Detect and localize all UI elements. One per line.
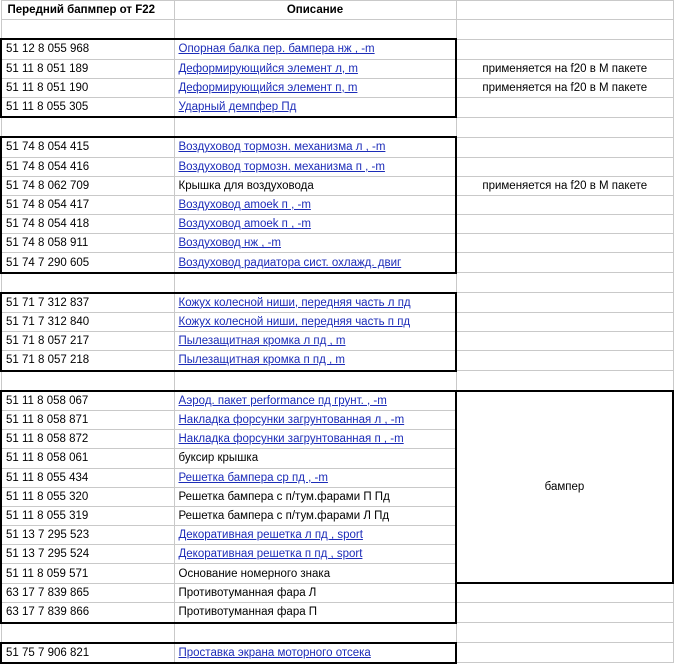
note-cell[interactable] — [456, 97, 673, 117]
empty-cell[interactable] — [174, 20, 456, 40]
description-link[interactable]: Кожух колесной ниши, передняя часть п пд — [174, 313, 456, 332]
part-number-cell[interactable]: 51 74 8 054 417 — [1, 195, 174, 214]
note-cell[interactable] — [456, 351, 673, 371]
part-number-cell[interactable]: 51 11 8 058 061 — [1, 449, 174, 468]
description-cell[interactable]: Основание номерного знака — [174, 564, 456, 583]
part-number-cell[interactable]: 51 11 8 055 434 — [1, 468, 174, 487]
note-cell[interactable] — [456, 643, 673, 663]
table-row — [1, 78, 673, 97]
part-number-cell[interactable]: 51 11 8 051 189 — [1, 59, 174, 78]
description-link[interactable]: Декоративная решетка п пд , sport — [174, 545, 456, 564]
spacer-row — [1, 117, 673, 137]
note-cell[interactable] — [456, 583, 673, 603]
table-row — [1, 351, 673, 371]
description-cell[interactable]: буксир крышка — [174, 449, 456, 468]
table-row — [1, 215, 673, 234]
empty-cell[interactable] — [456, 117, 673, 137]
note-cell[interactable]: применяется на f20 в М пакете — [456, 59, 673, 78]
description-cell[interactable]: Противотуманная фара П — [174, 603, 456, 623]
table-row — [1, 313, 673, 332]
note-cell[interactable] — [456, 39, 673, 59]
table-row — [1, 157, 673, 176]
spacer-row — [1, 623, 673, 643]
spacer-row — [1, 273, 673, 293]
description-cell[interactable]: Решетка бампера с п/тум.фарами П Пд — [174, 487, 456, 506]
note-cell[interactable] — [456, 253, 673, 273]
part-number-cell[interactable]: 51 74 8 062 709 — [1, 176, 174, 195]
empty-cell[interactable] — [456, 371, 673, 391]
part-number-cell[interactable]: 51 75 7 906 821 — [1, 643, 174, 663]
part-number-cell[interactable]: 51 71 8 057 218 — [1, 351, 174, 371]
table-row — [1, 39, 673, 59]
part-number-cell[interactable]: 51 11 8 051 190 — [1, 78, 174, 97]
empty-cell[interactable] — [1, 117, 174, 137]
part-number-cell[interactable]: 51 74 8 054 418 — [1, 215, 174, 234]
description-link[interactable]: Опорная балка пер. бампера нж , -m — [174, 39, 456, 59]
header-description[interactable]: Описание — [174, 1, 456, 20]
description-link[interactable]: Накладка форсунки загрунтованная п , -m — [174, 430, 456, 449]
part-number-cell[interactable]: 63 17 7 839 866 — [1, 603, 174, 623]
empty-cell[interactable] — [174, 117, 456, 137]
part-number-cell[interactable]: 51 74 7 290 605 — [1, 253, 174, 273]
description-cell[interactable]: Противотуманная фара Л — [174, 583, 456, 603]
description-link[interactable]: Воздуховод нж , -m — [174, 234, 456, 253]
note-cell[interactable]: применяется на f20 в М пакете — [456, 176, 673, 195]
note-cell[interactable]: применяется на f20 в М пакете — [456, 78, 673, 97]
empty-cell[interactable] — [1, 623, 174, 643]
table-row — [1, 59, 673, 78]
description-link[interactable]: Аэрод. пакет performance пд грунт. , -m — [174, 391, 456, 411]
part-number-cell[interactable]: 51 74 8 058 911 — [1, 234, 174, 253]
empty-cell[interactable] — [1, 371, 174, 391]
part-number-cell[interactable]: 51 13 7 295 523 — [1, 526, 174, 545]
table-row — [1, 234, 673, 253]
description-link[interactable]: Пылезащитная кромка п пд , m — [174, 351, 456, 371]
empty-cell[interactable] — [174, 273, 456, 293]
part-number-cell[interactable]: 51 11 8 059 571 — [1, 564, 174, 583]
part-number-cell[interactable]: 51 13 7 295 524 — [1, 545, 174, 564]
description-link[interactable]: Кожух колесной ниши, передняя часть л пд — [174, 293, 456, 313]
description-link[interactable]: Пылезащитная кромка л пд , m — [174, 332, 456, 351]
note-cell[interactable] — [456, 332, 673, 351]
table-row — [1, 195, 673, 214]
description-link[interactable]: Воздуховод тормозн. механизма п , -m — [174, 157, 456, 176]
table-row — [1, 253, 673, 273]
header-row — [1, 1, 673, 20]
table-row — [1, 293, 673, 313]
empty-cell[interactable] — [456, 273, 673, 293]
table-row — [1, 137, 673, 157]
part-number-cell[interactable]: 63 17 7 839 865 — [1, 583, 174, 603]
description-link[interactable]: Проставка экрана моторного отсека — [174, 643, 456, 663]
note-cell[interactable] — [456, 603, 673, 623]
table-row — [1, 583, 673, 603]
note-cell[interactable] — [456, 293, 673, 313]
table-row — [1, 603, 673, 623]
empty-cell[interactable] — [174, 623, 456, 643]
spacer-row — [1, 20, 673, 40]
part-number-cell[interactable]: 51 11 8 055 305 — [1, 97, 174, 117]
description-link[interactable]: Воздуховод тормозн. механизма л , -m — [174, 137, 456, 157]
empty-cell[interactable] — [1, 20, 174, 40]
note-cell[interactable] — [456, 137, 673, 157]
part-number-cell[interactable]: 51 74 8 054 415 — [1, 137, 174, 157]
part-number-cell[interactable]: 51 74 8 054 416 — [1, 157, 174, 176]
note-cell[interactable] — [456, 157, 673, 176]
note-cell[interactable] — [456, 234, 673, 253]
header-notes[interactable] — [456, 1, 673, 20]
part-number-cell[interactable]: 51 71 7 312 837 — [1, 293, 174, 313]
part-number-cell[interactable]: 51 11 8 058 871 — [1, 410, 174, 429]
part-number-cell[interactable]: 51 11 8 058 067 — [1, 391, 174, 411]
note-cell[interactable] — [456, 215, 673, 234]
part-number-cell[interactable]: 51 71 7 312 840 — [1, 313, 174, 332]
table-row — [1, 332, 673, 351]
description-link[interactable]: Деформирующийся элемент п, m — [174, 78, 456, 97]
description-link[interactable]: Воздуховод радиатора сист. охлажд. двиг — [174, 253, 456, 273]
empty-cell[interactable] — [174, 371, 456, 391]
table-row — [1, 643, 673, 663]
description-link[interactable]: Деформирующийся элемент л, m — [174, 59, 456, 78]
empty-cell[interactable] — [1, 273, 174, 293]
table-row — [1, 176, 673, 195]
description-link[interactable]: Ударный демпфер Пд — [174, 97, 456, 117]
description-link[interactable]: Декоративная решетка л пд , sport — [174, 526, 456, 545]
empty-cell[interactable] — [456, 623, 673, 643]
description-link[interactable]: Воздуховод amoek п , -m — [174, 215, 456, 234]
part-number-cell[interactable]: 51 12 8 055 968 — [1, 39, 174, 59]
description-cell[interactable]: Крышка для воздуховода — [174, 176, 456, 195]
description-link[interactable]: Воздуховод amoek п , -m — [174, 195, 456, 214]
description-link[interactable]: Решетка бампера ср пд , -m — [174, 468, 456, 487]
description-cell[interactable]: Решетка бампера с п/тум.фарами Л Пд — [174, 506, 456, 525]
note-cell[interactable] — [456, 195, 673, 214]
header-part-number[interactable]: Передний бапмпер от F22 — [1, 1, 174, 20]
note-cell[interactable] — [456, 313, 673, 332]
description-link[interactable]: Накладка форсунки загрунтованная л , -m — [174, 410, 456, 429]
empty-cell[interactable] — [456, 20, 673, 40]
table-row — [1, 97, 673, 117]
spacer-row — [1, 371, 673, 391]
part-number-cell[interactable]: 51 11 8 055 319 — [1, 506, 174, 525]
merged-note-cell[interactable]: бампер — [456, 391, 673, 583]
part-number-cell[interactable]: 51 11 8 058 872 — [1, 430, 174, 449]
part-number-cell[interactable]: 51 11 8 055 320 — [1, 487, 174, 506]
part-number-cell[interactable]: 51 71 8 057 217 — [1, 332, 174, 351]
table-row — [1, 391, 673, 411]
